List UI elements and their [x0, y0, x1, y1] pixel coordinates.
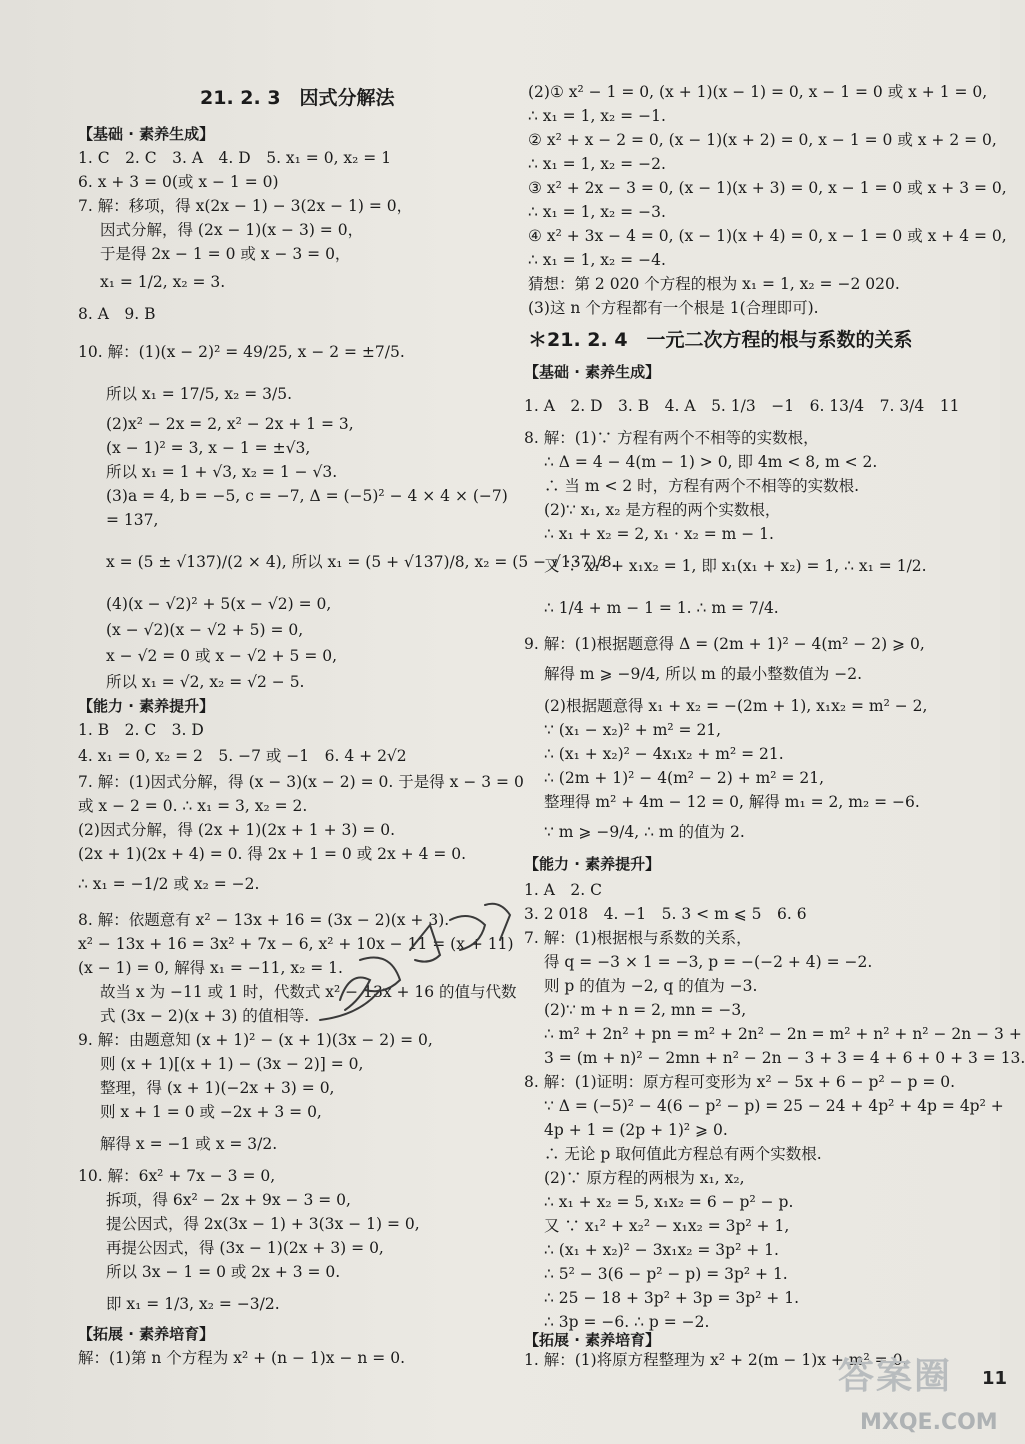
answer-line: ∴ x₁ + x₂ = 5, x₁x₂ = 6 − p² − p.: [544, 1193, 794, 1211]
answer-line: 于是得 2x − 1 = 0 或 x − 3 = 0，: [100, 245, 351, 263]
answer-line: ∴ 无论 p 取何值此方程总有两个实数根.: [544, 1145, 822, 1163]
answer-line: 6. x + 3 = 0(或 x − 1 = 0): [78, 173, 279, 191]
answer-line: ∴ 1/4 + m − 1 = 1. ∴ m = 7/4.: [544, 599, 779, 617]
watermark-logo: [820, 1340, 1008, 1444]
answer-line: 1. 解：(1)将原方程整理为 x² + 2(m − 1)x + m² = 0.: [524, 1351, 908, 1369]
answer-line: 猜想：第 2 020 个方程的根为 x₁ = 1, x₂ = −2 020.: [528, 275, 900, 293]
answer-line: 10. 解：(1)(x − 2)² = 49/25, x − 2 = ±7/5.: [78, 343, 405, 361]
answer-line: 所以 x₁ = 17/5, x₂ = 3/5.: [106, 385, 293, 403]
answer-line: ∴ x₁ = 1, x₂ = −1.: [528, 107, 666, 125]
answer-line: ∴ x₁ = 1, x₂ = −4.: [528, 251, 666, 269]
answer-line: x − √2 = 0 或 x − √2 + 5 = 0,: [106, 647, 338, 665]
answer-line: (3)a = 4, b = −5, c = −7, Δ = (−5)² − 4 × 4 × (−7): [106, 487, 508, 505]
answer-line: ∴ x₁ + x₂ = 2, x₁ · x₂ = m − 1.: [544, 525, 774, 543]
handwritten-scribble: [300, 880, 530, 1030]
answer-line: 8. 解：(1)证明：原方程可变形为 x² − 5x + 6 − p² − p = 0.: [524, 1073, 956, 1091]
answer-line: ∴ (2m + 1)² − 4(m² − 2) + m² = 21,: [544, 769, 825, 787]
answer-line: x = (5 ± √137)/(2 × 4), 所以 x₁ = (5 + √137)/8, x₂ = (5 − √137)/8.: [106, 553, 617, 571]
answer-line: x₁ = 1/2, x₂ = 3.: [100, 273, 226, 291]
answer-line: (2x + 1)(2x + 4) = 0. 得 2x + 1 = 0 或 2x + 4 = 0.: [78, 845, 467, 863]
answer-line: 解：(1)第 n 个方程为 x² + (n − 1)x − n = 0.: [78, 1349, 405, 1367]
answer-line: (2)∵ x₁, x₂ 是方程的两个实数根，: [544, 501, 781, 519]
answer-line: ③ x² + 2x − 3 = 0, (x − 1)(x + 3) = 0, x − 1 = 0 或 x + 3 = 0,: [528, 179, 1007, 197]
answer-line: 提公因式，得 2x(3x − 1) + 3(3x − 1) = 0,: [106, 1215, 420, 1233]
answer-line: 4. x₁ = 0, x₂ = 2 5. −7 或 −1 6. 4 + 2√2: [78, 747, 407, 765]
answer-line: ∴ m² + 2n² + pn = m² + 2n² − 2n = m² + n² + n² − 2n − 3 +: [544, 1025, 1022, 1043]
answer-line: 9. 解：(1)根据题意得 Δ = (2m + 1)² − 4(m² − 2) ⩾ 0,: [524, 635, 925, 653]
answer-line: 则 p 的值为 −2, q 的值为 −3.: [544, 977, 758, 995]
answer-line: (2)x² − 2x = 2, x² − 2x + 1 = 3,: [106, 415, 354, 433]
answer-line: 10. 解：6x² + 7x − 3 = 0,: [78, 1167, 276, 1185]
answer-line: 整理，得 (x + 1)(−2x + 3) = 0,: [100, 1079, 335, 1097]
section-heading: 【基础 · 素养生成】: [524, 363, 661, 381]
answer-line: (2)① x² − 1 = 0, (x + 1)(x − 1) = 0, x − 1 = 0 或 x + 1 = 0,: [528, 83, 988, 101]
answer-line: 拆项，得 6x² − 2x + 9x − 3 = 0,: [106, 1191, 351, 1209]
watermark-title: 答案圈: [838, 1356, 953, 1397]
page-number: 11: [982, 1368, 1008, 1389]
section-title: 21. 2. 3 因式分解法: [200, 87, 395, 109]
answer-line: 8. 解：依题意有 x² − 13x + 16 = (3x − 2)(x + 3).: [78, 911, 450, 929]
answer-line: ∵ Δ = (−5)² − 4(6 − p² − p) = 25 − 24 + 4p² + 4p = 4p² +: [544, 1097, 1004, 1115]
answer-line: ∴ x₁ = 1, x₂ = −3.: [528, 203, 666, 221]
answer-line: 解得 m ⩾ −9/4, 所以 m 的最小整数值为 −2.: [544, 665, 863, 683]
answer-line: 所以 x₁ = 1 + √3, x₂ = 1 − √3.: [106, 463, 338, 481]
answer-line: ∴ x₁ = 1, x₂ = −2.: [528, 155, 666, 173]
answer-line: ∴ 当 m < 2 时，方程有两个不相等的实数根.: [544, 477, 860, 495]
answer-line: 1. B 2. C 3. D: [78, 721, 204, 739]
answer-line: 4p + 1 = (2p + 1)² ⩾ 0.: [544, 1121, 728, 1139]
answer-line: 得 q = −3 × 1 = −3, p = −(−2 + 4) = −2.: [544, 953, 873, 971]
answer-line: (4)(x − √2)² + 5(x − √2) = 0,: [106, 595, 332, 613]
answer-line: ∵ m ⩾ −9/4, ∴ m 的值为 2.: [544, 823, 745, 841]
answer-line: (x − 1)² = 3, x − 1 = ±√3,: [106, 439, 311, 457]
answer-line: 1. A 2. C: [524, 881, 602, 899]
answer-line: 整理得 m² + 4m − 12 = 0, 解得 m₁ = 2, m₂ = −6.: [544, 793, 920, 811]
section-title: ＊21. 2. 4 一元二次方程的根与系数的关系: [528, 329, 913, 351]
section-heading: 【拓展 · 素养培育】: [78, 1325, 215, 1343]
answer-line: ④ x² + 3x − 4 = 0, (x − 1)(x + 4) = 0, x − 1 = 0 或 x + 4 = 0,: [528, 227, 1007, 245]
answer-line: 即 x₁ = 1/3, x₂ = −3/2.: [106, 1295, 280, 1313]
answer-line: 所以 x₁ = √2, x₂ = √2 − 5.: [106, 673, 305, 691]
answer-line: 1. A 2. D 3. B 4. A 5. 1/3 −1 6. 13/4 7. 3/4 11: [524, 397, 960, 415]
answer-line: ∴ (x₁ + x₂)² − 4x₁x₂ + m² = 21.: [544, 745, 784, 763]
answer-line: 1. C 2. C 3. A 4. D 5. x₁ = 0, x₂ = 1: [78, 149, 392, 167]
answer-line: ∴ 25 − 18 + 3p² + 3p = 3p² + 1.: [544, 1289, 800, 1307]
answer-line: 9. 解：由题意知 (x + 1)² − (x + 1)(3x − 2) = 0,: [78, 1031, 433, 1049]
answer-line: (2)∵ m + n = 2, mn = −3,: [544, 1001, 747, 1019]
answer-line: 再提公因式，得 (3x − 1)(2x + 3) = 0,: [106, 1239, 384, 1257]
answer-line: x² − 13x + 16 = 3x² + 7x − 6, x² + 10x − 11 = (x + 11): [78, 935, 514, 953]
answer-line: = 137,: [106, 511, 159, 529]
answer-line: 3 = (m + n)² − 2mn + n² − 2n − 3 + 3 = 4 + 6 + 0 + 3 = 13.: [544, 1049, 1025, 1067]
answer-line: ② x² + x − 2 = 0, (x − 1)(x + 2) = 0, x − 1 = 0 或 x + 2 = 0,: [528, 131, 997, 149]
answer-line: 7. 解：(1)因式分解，得 (x − 3)(x − 2) = 0. 于是得 x − 3 = 0: [78, 773, 524, 791]
answer-line: 则 x + 1 = 0 或 −2x + 3 = 0,: [100, 1103, 322, 1121]
answer-line: 8. 解：(1)∵ 方程有两个不相等的实数根，: [524, 429, 819, 447]
answer-line: ∴ x₁ = −1/2 或 x₂ = −2.: [78, 875, 260, 893]
answer-line: 3. 2 018 4. −1 5. 3 < m ⩽ 5 6. 6: [524, 905, 807, 923]
answer-line: 因式分解，得 (2x − 1)(x − 3) = 0，: [100, 221, 364, 239]
answer-line: ∵ (x₁ − x₂)² + m² = 21,: [544, 721, 722, 739]
answer-line: (2)∵ 原方程的两根为 x₁, x₂,: [544, 1169, 745, 1187]
answer-line: (3)这 n 个方程都有一个根是 1(合理即可).: [528, 299, 819, 317]
answer-line: ∴ 3p = −6. ∴ p = −2.: [544, 1313, 710, 1331]
answer-line: (2)根据题意得 x₁ + x₂ = −(2m + 1), x₁x₂ = m² − 2,: [544, 697, 928, 715]
watermark-url: MXQE.COM: [860, 1410, 998, 1435]
answer-line: 或 x − 2 = 0. ∴ x₁ = 3, x₂ = 2.: [78, 797, 308, 815]
answer-line: 7. 解：移项，得 x(2x − 1) − 3(2x − 1) = 0，: [78, 197, 413, 215]
section-heading: 【能力 · 素养提升】: [78, 697, 215, 715]
answer-line: 又 ∵ x₁² + x₁x₂ = 1, 即 x₁(x₁ + x₂) = 1, ∴ x₁ = 1/2.: [544, 557, 927, 575]
answer-line: ∴ Δ = 4 − 4(m − 1) > 0, 即 4m < 8, m < 2.: [544, 453, 878, 471]
answer-line: 8. A 9. B: [78, 305, 156, 323]
answer-line: 又 ∵ x₁² + x₂² − x₁x₂ = 3p² + 1,: [544, 1217, 790, 1235]
answer-line: 解得 x = −1 或 x = 3/2.: [100, 1135, 278, 1153]
answer-line: 7. 解：(1)根据根与系数的关系，: [524, 929, 752, 947]
section-heading: 【拓展 · 素养培育】: [524, 1331, 661, 1349]
answer-line: (2)因式分解，得 (2x + 1)(2x + 1 + 3) = 0.: [78, 821, 396, 839]
answer-line: ∴ 5² − 3(6 − p² − p) = 3p² + 1.: [544, 1265, 788, 1283]
answer-line: (x − √2)(x − √2 + 5) = 0,: [106, 621, 304, 639]
section-heading: 【能力 · 素养提升】: [524, 855, 661, 873]
answer-line: 式 (3x − 2)(x + 3) 的值相等.: [100, 1007, 310, 1025]
answer-line: 故当 x 为 −11 或 1 时，代数式 x² − 13x + 16 的值与代数: [100, 983, 517, 1001]
answer-line: 所以 3x − 1 = 0 或 2x + 3 = 0.: [106, 1263, 341, 1281]
answer-line: ∴ (x₁ + x₂)² − 3x₁x₂ = 3p² + 1.: [544, 1241, 779, 1259]
section-heading: 【基础 · 素养生成】: [78, 125, 215, 143]
answer-line: 则 (x + 1)[(x + 1) − (3x − 2)] = 0,: [100, 1055, 364, 1073]
answer-line: (x − 1) = 0, 解得 x₁ = −11, x₂ = 1.: [78, 959, 343, 977]
